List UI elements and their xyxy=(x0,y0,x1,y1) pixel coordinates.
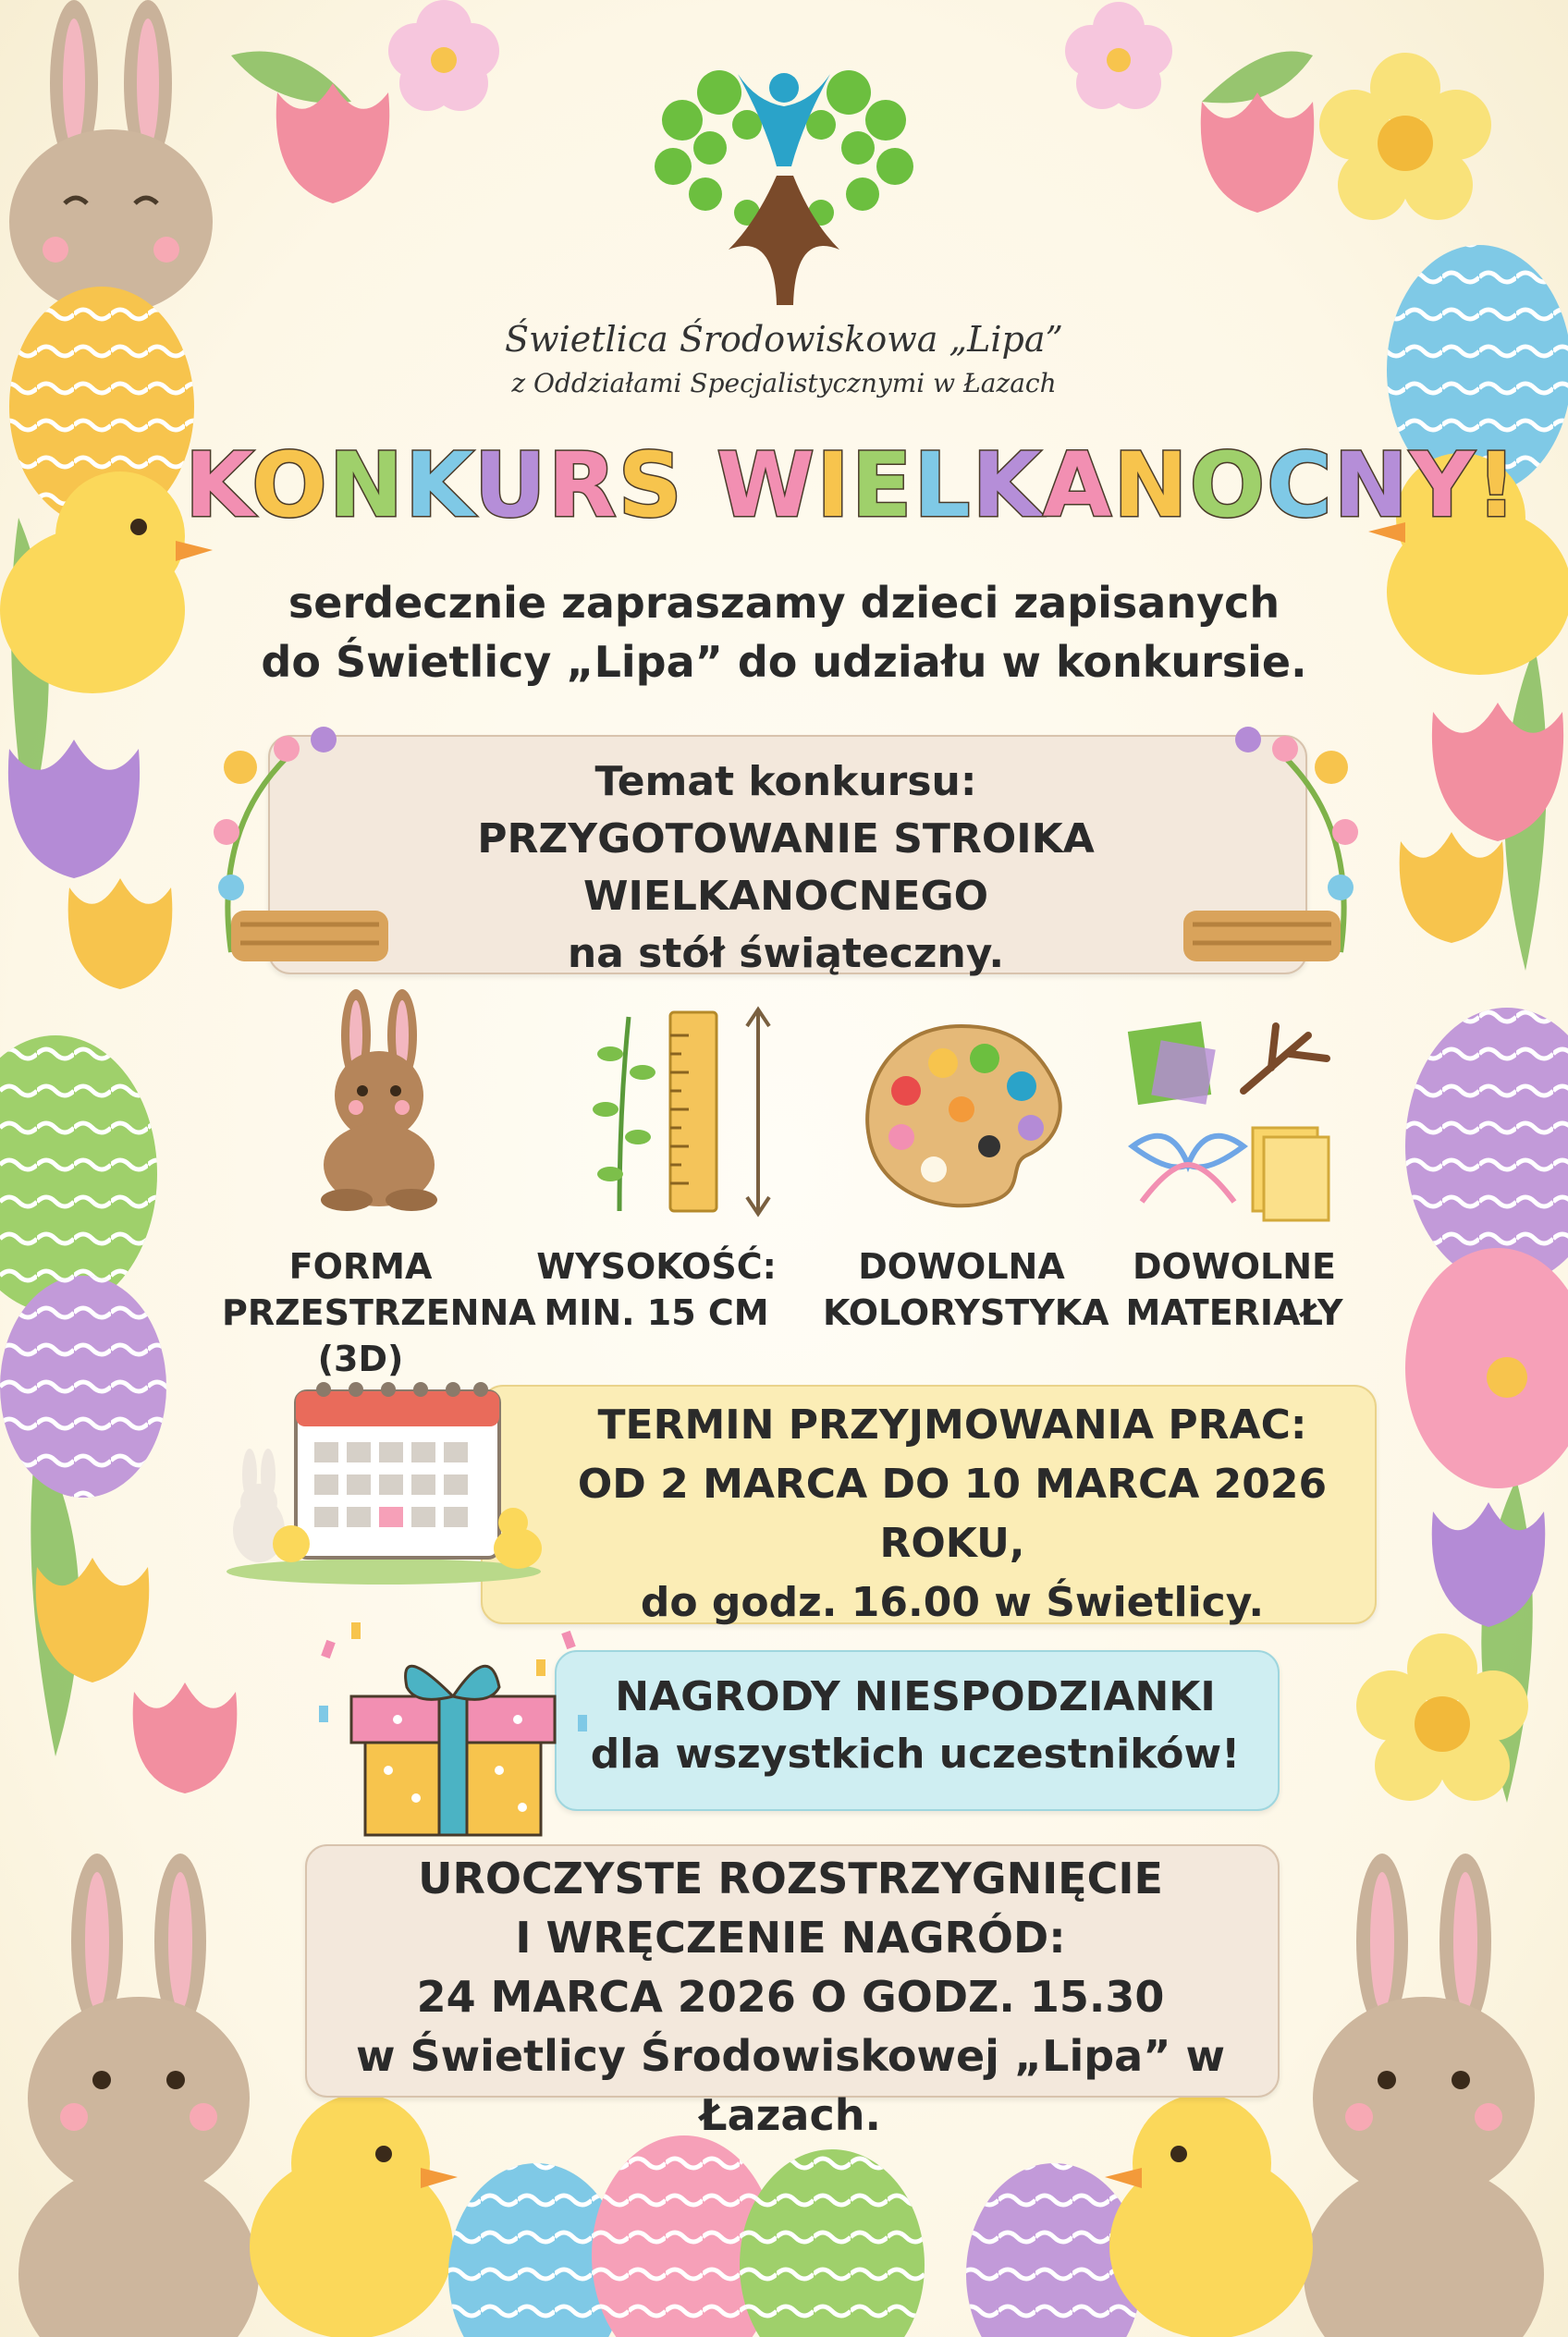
ruler-icon xyxy=(578,998,800,1220)
calendar-icon xyxy=(217,1373,550,1585)
title-letter: O xyxy=(1189,434,1268,537)
deadline-time: do godz. 16.00 w Świetlicy. xyxy=(640,1579,1265,1626)
craft-materials-icon xyxy=(1114,1008,1336,1230)
ceremony-text xyxy=(305,1849,1276,2145)
organization-name: Świetlica Środowiskowa „Lipa” xyxy=(505,319,1063,360)
deadline-heading: TERMIN PRZYJMOWANIA PRAC: xyxy=(597,1401,1307,1449)
tulip-icon xyxy=(133,1682,238,1793)
theme-label: Temat konkursu: xyxy=(594,758,977,805)
feature-height-line1: WYSOKOŚĆ: xyxy=(536,1246,777,1287)
easter-egg-icon xyxy=(740,2149,925,2337)
prizes-detail: dla wszystkich uczestników! xyxy=(590,1731,1241,1778)
title-letter: K xyxy=(185,434,252,537)
daffodil-icon xyxy=(1319,53,1491,220)
pink-flower-icon xyxy=(388,0,499,111)
title-letter: R xyxy=(547,434,619,537)
pink-flower-icon xyxy=(1065,2,1172,109)
feature-materials xyxy=(1096,1243,1373,1336)
easter-egg-icon xyxy=(1405,1248,1568,1488)
title-letter: E xyxy=(851,434,914,537)
theme-detail: na stół świąteczny. xyxy=(567,930,1005,977)
title-letter: N xyxy=(1113,434,1190,537)
ceremony-line-4: w Świetlicy Środowiskowej „Lipa” w Łazach. xyxy=(356,2031,1225,2140)
title-letter: A xyxy=(1042,434,1114,537)
main-title xyxy=(185,434,1519,537)
title-letter: W xyxy=(717,434,817,537)
title-letter: C xyxy=(1267,434,1334,537)
feature-materials-line2: MATERIAŁY xyxy=(1125,1292,1343,1333)
title-letter: L xyxy=(913,434,973,537)
prizes-text xyxy=(555,1669,1276,1783)
organization-subtitle: z Oddziałami Specjalistycznymi w Łazach xyxy=(511,368,1057,398)
ceremony-line-2: I WRĘCZENIE NAGRÓD: xyxy=(515,1913,1066,1963)
feature-materials-line1: DOWOLNE xyxy=(1132,1246,1337,1287)
feature-colors xyxy=(823,1243,1109,1336)
title-letter: U xyxy=(473,434,548,537)
tulip-icon xyxy=(1400,832,1504,943)
ceremony-line-1: UROCZYSTE ROZSTRZYGNIĘCIE xyxy=(418,1854,1163,1903)
feature-height xyxy=(518,1243,795,1336)
feature-form-line2: PRZESTRZENNA (3D) xyxy=(222,1292,536,1379)
feature-colors-line1: DOWOLNA xyxy=(858,1246,1065,1287)
theme-text xyxy=(268,753,1304,983)
bunny-icon xyxy=(18,1854,259,2337)
deadline-text xyxy=(518,1396,1387,1633)
easter-egg-icon xyxy=(0,1276,166,1498)
title-letter: N xyxy=(1333,434,1410,537)
title-letter: ! xyxy=(1476,434,1519,537)
invitation-line-2: do Świetlicy „Lipa” do udziału w konkursie. xyxy=(261,637,1307,687)
feature-height-line2: MIN. 15 CM xyxy=(544,1292,769,1333)
title-letter: I xyxy=(816,434,851,537)
invitation-line-1: serdecznie zapraszamy dzieci zapisanych xyxy=(288,578,1280,628)
deadline-dates: OD 2 MARCA DO 10 MARCA 2026 ROKU, xyxy=(577,1461,1328,1567)
tulip-icon xyxy=(276,83,390,203)
lipa-tree-logo xyxy=(618,37,950,314)
bunny-figure-icon xyxy=(268,989,490,1211)
feature-form xyxy=(222,1243,536,1382)
title-letter: S xyxy=(618,434,684,537)
theme-topic: PRZYGOTOWANIE STROIKA WIELKANOCNEGO xyxy=(477,815,1095,920)
title-letter: Y xyxy=(1409,434,1476,537)
bunny-icon xyxy=(1304,1854,1544,2337)
invitation-text xyxy=(240,573,1328,691)
chick-icon xyxy=(0,471,213,693)
title-letter: K xyxy=(405,434,474,537)
tulip-icon xyxy=(1201,92,1315,213)
easter-egg-icon xyxy=(1405,1008,1568,1285)
ceremony-line-3: 24 MARCA 2026 O GODZ. 15.30 xyxy=(416,1972,1165,2022)
bunny-icon xyxy=(9,0,213,314)
title-letter xyxy=(684,434,717,537)
title-letter: O xyxy=(251,434,329,537)
paint-palette-icon xyxy=(851,1008,1072,1230)
title-letter: K xyxy=(972,434,1043,537)
tulip-icon xyxy=(68,878,173,989)
feature-colors-line2: KOLORYSTYKA xyxy=(823,1292,1109,1333)
easter-egg-icon xyxy=(0,1035,157,1313)
title-letter: N xyxy=(328,434,406,537)
feature-form-line1: FORMA xyxy=(288,1246,433,1287)
prizes-heading: NAGRODY NIESPODZIANKI xyxy=(615,1673,1216,1720)
